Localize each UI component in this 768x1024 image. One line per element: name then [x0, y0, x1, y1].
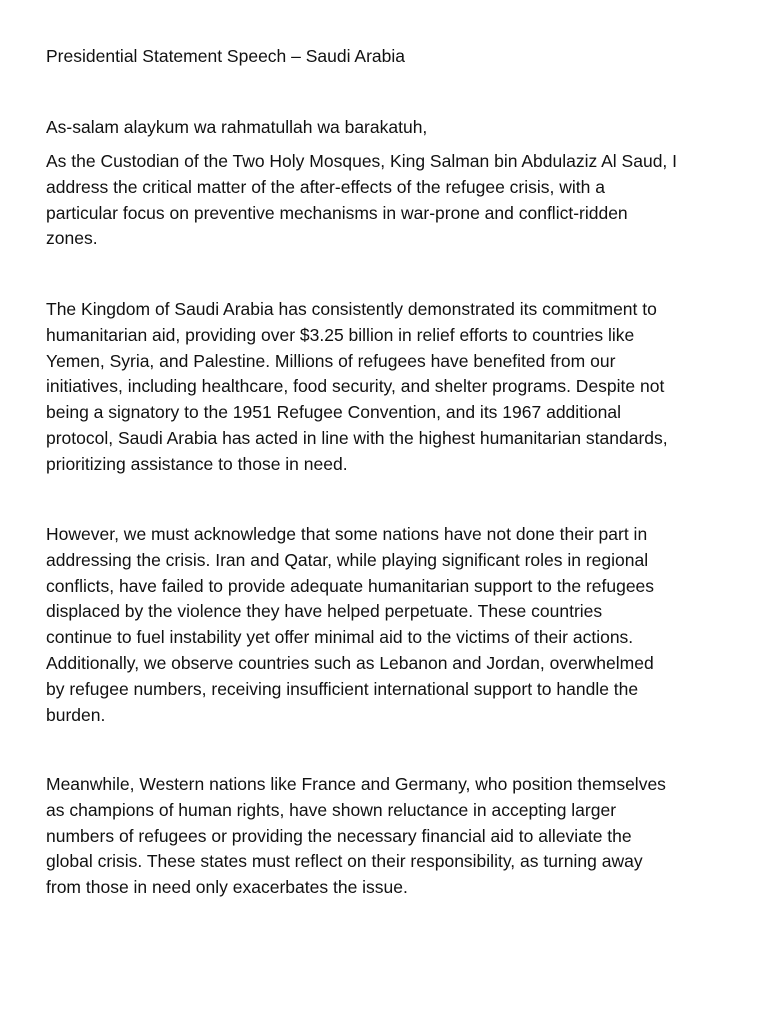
paragraph-line: numbers of refugees or providing the necessary financial aid to alleviate the — [46, 825, 632, 846]
paragraph-line: Additionally, we observe countries such as Lebanon and Jordan, overwhelmed — [46, 652, 654, 673]
paragraph-line: address the critical matter of the after-effects of the refugee crisis, with a — [46, 176, 605, 197]
paragraph-kingdom-aid — [46, 297, 726, 478]
paragraph-western-nations — [46, 772, 726, 901]
paragraph-line: prioritizing assistance to those in need. — [46, 453, 348, 474]
paragraph-line: being a signatory to the 1951 Refugee Convention, and its 1967 additional — [46, 402, 622, 423]
paragraph-line: displaced by the violence they have helped perpetuate. These countries — [46, 601, 603, 622]
paragraph-line: addressing the crisis. Iran and Qatar, while playing significant roles in regional — [46, 549, 649, 570]
paragraph-line: Meanwhile, Western nations like France and Germany, who position themselves — [46, 774, 666, 794]
paragraph-custodian-intro — [46, 149, 726, 252]
paragraph-line: Yemen, Syria, and Palestine. Millions of refugees have benefited from our — [46, 350, 616, 371]
paragraph-line: burden. — [46, 704, 106, 725]
paragraph-line: The Kingdom of Saudi Arabia has consistently demonstrated its commitment to — [46, 299, 657, 319]
paragraph-line: continue to fuel instability yet offer minimal aid to the victims of their actions. — [46, 627, 634, 648]
document-title: Presidential Statement Speech – Saudi Arabia — [46, 46, 405, 66]
paragraph-line: by refugee numbers, receiving insufficient international support to handle the — [46, 678, 639, 699]
paragraph-line: zones. — [46, 228, 98, 249]
paragraph-line: as champions of human rights, have shown reluctance in accepting larger — [46, 799, 617, 820]
paragraph-line: humanitarian aid, providing over $3.25 billion in relief efforts to countries like — [46, 324, 635, 345]
paragraph-line: conflicts, have failed to provide adequate humanitarian support to the refugees — [46, 575, 655, 596]
paragraph-other-nations — [46, 522, 726, 728]
greeting-line: As-salam alaykum wa rahmatullah wa barakatuh, — [46, 117, 428, 137]
paragraph-line: from those in need only exacerbates the issue. — [46, 877, 408, 898]
paragraph-line: initiatives, including healthcare, food security, and shelter programs. Despite not — [46, 376, 665, 397]
paragraph-line: particular focus on preventive mechanisms in war-prone and conflict-ridden — [46, 202, 628, 223]
paragraph-line: global crisis. These states must reflect on their responsibility, as turning away — [46, 851, 643, 872]
paragraph-line: However, we must acknowledge that some nations have not done their part in — [46, 524, 648, 544]
paragraph-line: As the Custodian of the Two Holy Mosques, King Salman bin Abdulaziz Al Saud, I — [46, 151, 678, 171]
paragraph-line: protocol, Saudi Arabia has acted in line with the highest humanitarian standards, — [46, 427, 668, 448]
